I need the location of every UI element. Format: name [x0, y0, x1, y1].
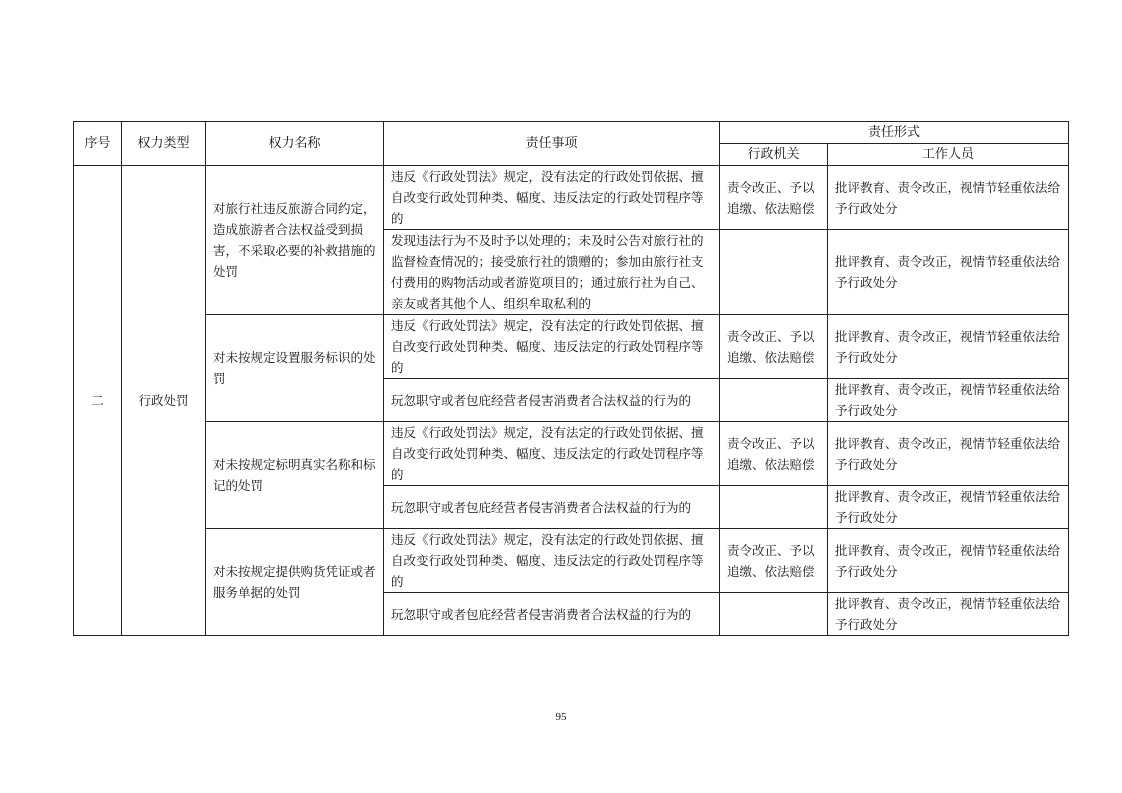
responsibility-table [73, 121, 1069, 636]
power-name-cell: 对未按规定标明真实名称和标记的处罚 [206, 422, 384, 529]
staff-cell: 批评教育、责令改正，视情节轻重依法给予行政处分 [828, 529, 1069, 593]
agency-cell [720, 230, 828, 315]
staff-cell: 批评教育、责令改正，视情节轻重依法给予行政处分 [828, 379, 1069, 422]
table-row [74, 529, 1069, 593]
header-items: 责任事项 [384, 122, 720, 166]
item-cell: 违反《行政处罚法》规定，没有法定的行政处罚依据、擅自改变行政处罚种类、幅度、违反法定的行政处罚程序等的 [384, 315, 720, 379]
item-cell: 发现违法行为不及时予以处理的；未及时公告对旅行社的监督检查情况的；接受旅行社的馈赠的；参加由旅行社支付费用的购物活动或者游览项目的；通过旅行社为自己、亲友或者其他个人、组织牟取私利的 [384, 230, 720, 315]
agency-cell [720, 593, 828, 636]
agency-cell [720, 379, 828, 422]
header-power-type: 权力类型 [122, 122, 206, 166]
staff-cell: 批评教育、责令改正，视情节轻重依法给予行政处分 [828, 593, 1069, 636]
header-seq: 序号 [74, 122, 122, 166]
item-cell: 玩忽职守或者包庇经营者侵害消费者合法权益的行为的 [384, 486, 720, 529]
power-name-cell: 对未按规定提供购货凭证或者服务单据的处罚 [206, 529, 384, 636]
header-power-name: 权力名称 [206, 122, 384, 166]
item-cell: 玩忽职守或者包庇经营者侵害消费者合法权益的行为的 [384, 593, 720, 636]
staff-cell: 批评教育、责令改正，视情节轻重依法给予行政处分 [828, 166, 1069, 230]
power-name-cell: 对旅行社违反旅游合同约定，造成旅游者合法权益受到损害，不采取必要的补救措施的处罚 [206, 166, 384, 315]
item-cell: 玩忽职守或者包庇经营者侵害消费者合法权益的行为的 [384, 379, 720, 422]
staff-cell: 批评教育、责令改正，视情节轻重依法给予行政处分 [828, 230, 1069, 315]
table-header [74, 122, 1069, 166]
item-cell: 违反《行政处罚法》规定，没有法定的行政处罚依据、擅自改变行政处罚种类、幅度、违反法定的行政处罚程序等的 [384, 422, 720, 486]
agency-cell: 责令改正、予以追缴、依法赔偿 [720, 166, 828, 230]
table-body [74, 166, 1069, 636]
agency-cell [720, 486, 828, 529]
item-cell: 违反《行政处罚法》规定，没有法定的行政处罚依据、擅自改变行政处罚种类、幅度、违反法定的行政处罚程序等的 [384, 529, 720, 593]
agency-cell: 责令改正、予以追缴、依法赔偿 [720, 422, 828, 486]
staff-cell: 批评教育、责令改正，视情节轻重依法给予行政处分 [828, 315, 1069, 379]
staff-cell: 批评教育、责令改正，视情节轻重依法给予行政处分 [828, 486, 1069, 529]
table-row [74, 315, 1069, 379]
seq-cell: 二 [74, 166, 122, 636]
power-type-cell: 行政处罚 [122, 166, 206, 636]
header-form: 责任形式 [720, 122, 1069, 144]
header-agency: 行政机关 [720, 144, 828, 166]
power-name-cell: 对未按规定设置服务标识的处罚 [206, 315, 384, 422]
item-cell: 违反《行政处罚法》规定，没有法定的行政处罚依据、擅自改变行政处罚种类、幅度、违反法定的行政处罚程序等的 [384, 166, 720, 230]
table-row [74, 422, 1069, 486]
header-staff: 工作人员 [828, 144, 1069, 166]
staff-cell: 批评教育、责令改正，视情节轻重依法给予行政处分 [828, 422, 1069, 486]
page-number: 95 [555, 711, 567, 723]
agency-cell: 责令改正、予以追缴、依法赔偿 [720, 315, 828, 379]
table-row [74, 166, 1069, 230]
agency-cell: 责令改正、予以追缴、依法赔偿 [720, 529, 828, 593]
